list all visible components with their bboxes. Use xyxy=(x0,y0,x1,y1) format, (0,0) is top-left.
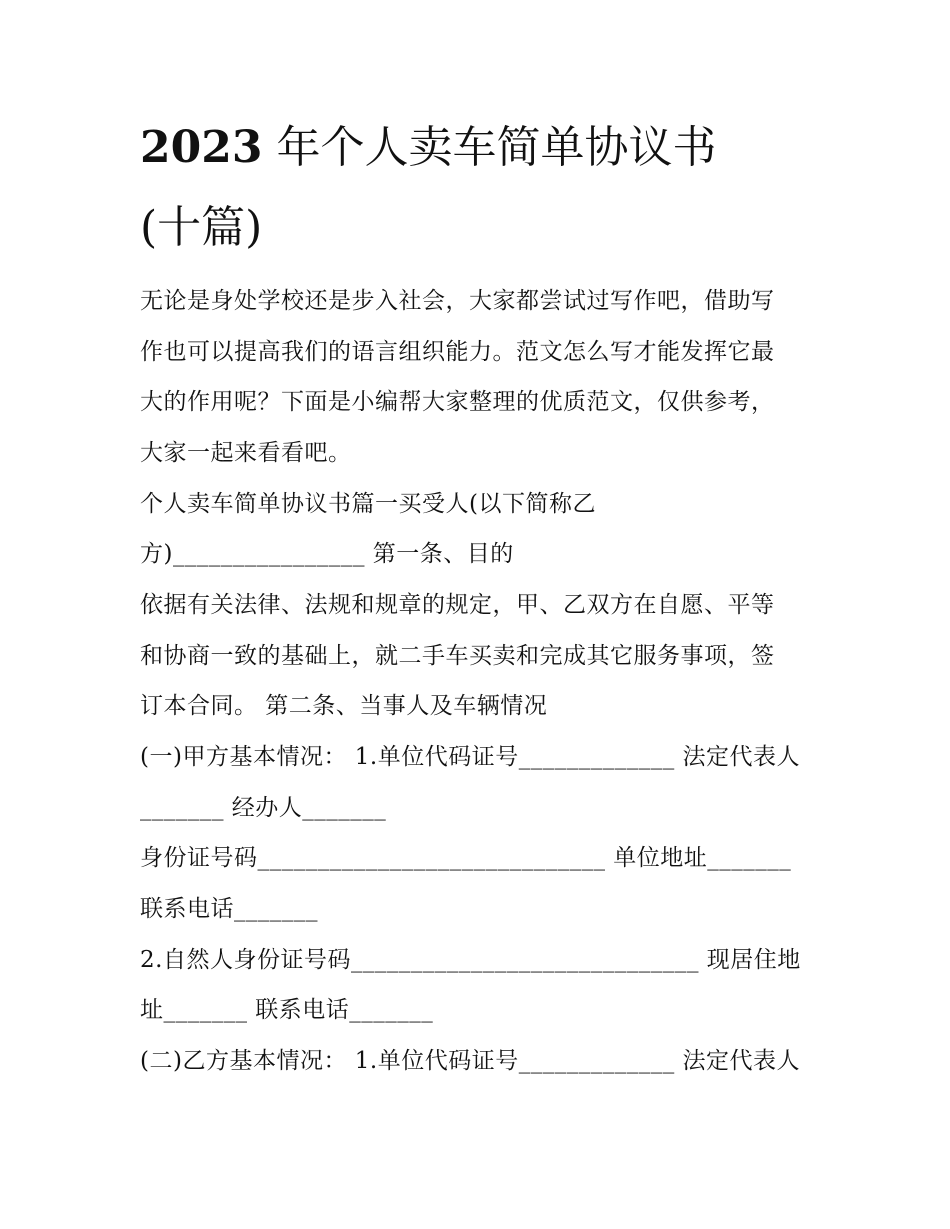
title-year: 2023 xyxy=(140,122,263,173)
paragraph-line: 方)________________ 第一条、目的 xyxy=(140,541,514,567)
paragraph-line: (二)乙方基本情况： 1.单位代码证号_____________ 法定代表人 xyxy=(140,1048,801,1074)
document-title-line2: (十篇) xyxy=(140,202,263,253)
paragraph-line: 订本合同。 第二条、当事人及车辆情况 xyxy=(140,693,548,719)
paragraph-line: 大的作用呢？下面是小编帮大家整理的优质范文，仅供参考， xyxy=(140,389,775,415)
paragraph-line: 身份证号码_____________________________ 单位地址_______ xyxy=(140,845,792,871)
title-text: 年个人卖车简单协议书 xyxy=(262,122,717,173)
paragraph-line: 大家一起来看看吧。 xyxy=(140,440,352,466)
paragraph-line: 2.自然人身份证号码_____________________________ 现居住地 xyxy=(140,947,801,973)
paragraph-line: 址_______ 联系电话_______ xyxy=(140,997,434,1023)
paragraph-line: (一)甲方基本情况： 1.单位代码证号_____________ 法定代表人 xyxy=(140,744,801,770)
paragraph-line: 联系电话_______ xyxy=(140,896,318,922)
section-heading-line: 个人卖车简单协议书篇一买受人(以下简称乙 xyxy=(140,491,596,517)
paragraph-line: 作也可以提高我们的语言组织能力。范文怎么写才能发挥它最 xyxy=(140,339,775,365)
paragraph-line: 无论是身处学校还是步入社会，大家都尝试过写作吧，借助写 xyxy=(140,288,775,314)
paragraph-line: _______ 经办人_______ xyxy=(140,795,387,821)
document-title xyxy=(140,120,840,176)
paragraph-line: 依据有关法律、法规和规章的规定，甲、乙双方在自愿、平等 xyxy=(140,592,775,618)
paragraph-line: 和协商一致的基础上，就二手车买卖和完成其它服务事项，签 xyxy=(140,643,775,669)
